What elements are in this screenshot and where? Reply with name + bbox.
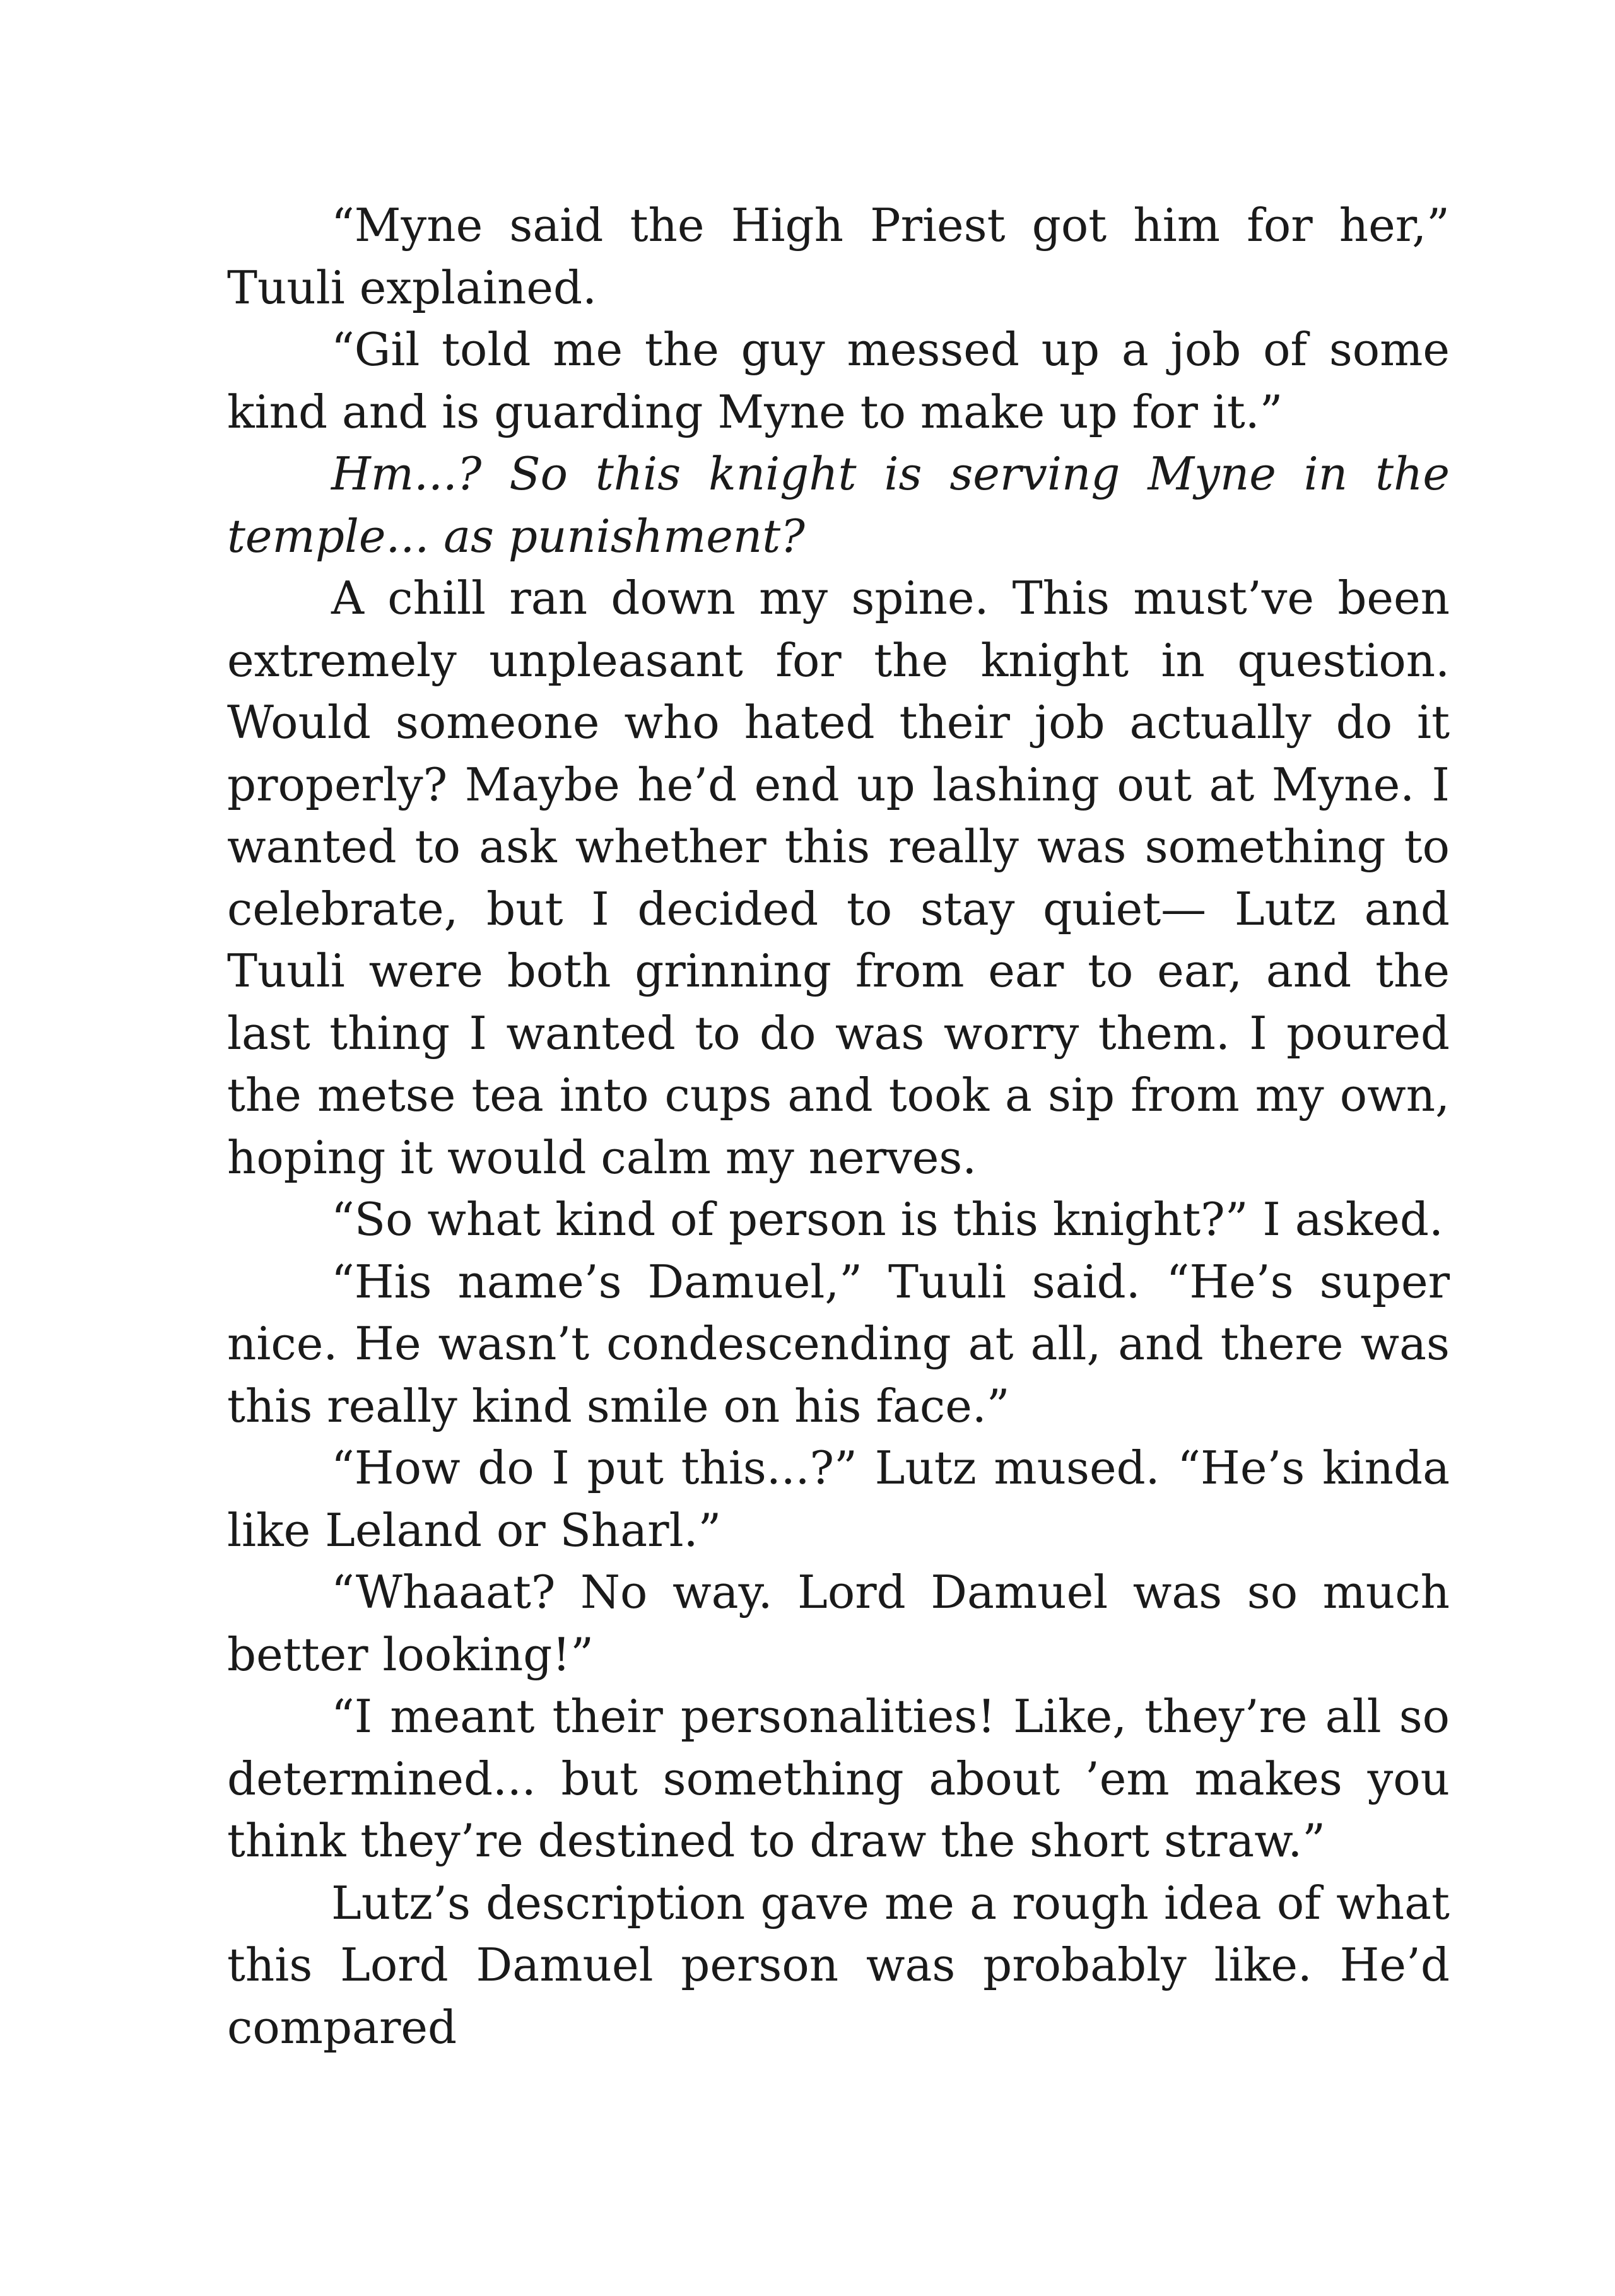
paragraph-5: “So what kind of person is this knight?” I asked. [331,1193,1443,1246]
paragraph-3-inner-thought: Hm...? So this knight is serving Myne in the temple... as punishment? [227,447,1450,563]
paragraph-9: “I meant their personalities! Like, they’re all so determined... but something about ’em makes you think they’re destined to draw the short straw.” [227,1690,1450,1867]
paragraph-6: “His name’s Damuel,” Tuuli said. “He’s super nice. He wasn’t condescending at all, and there was this really kind smile on his face.” [227,1255,1450,1432]
paragraph-7: “How do I put this...?” Lutz mused. “He’s kinda like Leland or Sharl.” [227,1441,1450,1557]
paragraph-1: “Myne said the High Priest got him for her,” Tuuli explained. [227,199,1450,314]
paragraph-8: “Whaaat? No way. Lord Damuel was so much better looking!” [227,1566,1450,1681]
book-page-text [227,194,1450,2058]
paragraph-2: “Gil told me the guy messed up a job of some kind and is guarding Myne to make up for it.” [227,323,1450,438]
paragraph-10: Lutz’s description gave me a rough idea of what this Lord Damuel person was probably like. He’d compared [227,1876,1450,2054]
paragraph-4: A chill ran down my spine. This must’ve been extremely unpleasant for the knight in question. Would someone who hated their job actually do it properly? Maybe he’d end up lashing out at Myne. I wanted to ask whether this really was something to celebrate, but I decided to stay quiet— Lutz and Tuuli were both grinning from ear to ear, and the last thing I wanted to do was worry them. I poured the metse tea into cups and took a sip from my own, hoping it would calm my nerves. [227,571,1450,1184]
